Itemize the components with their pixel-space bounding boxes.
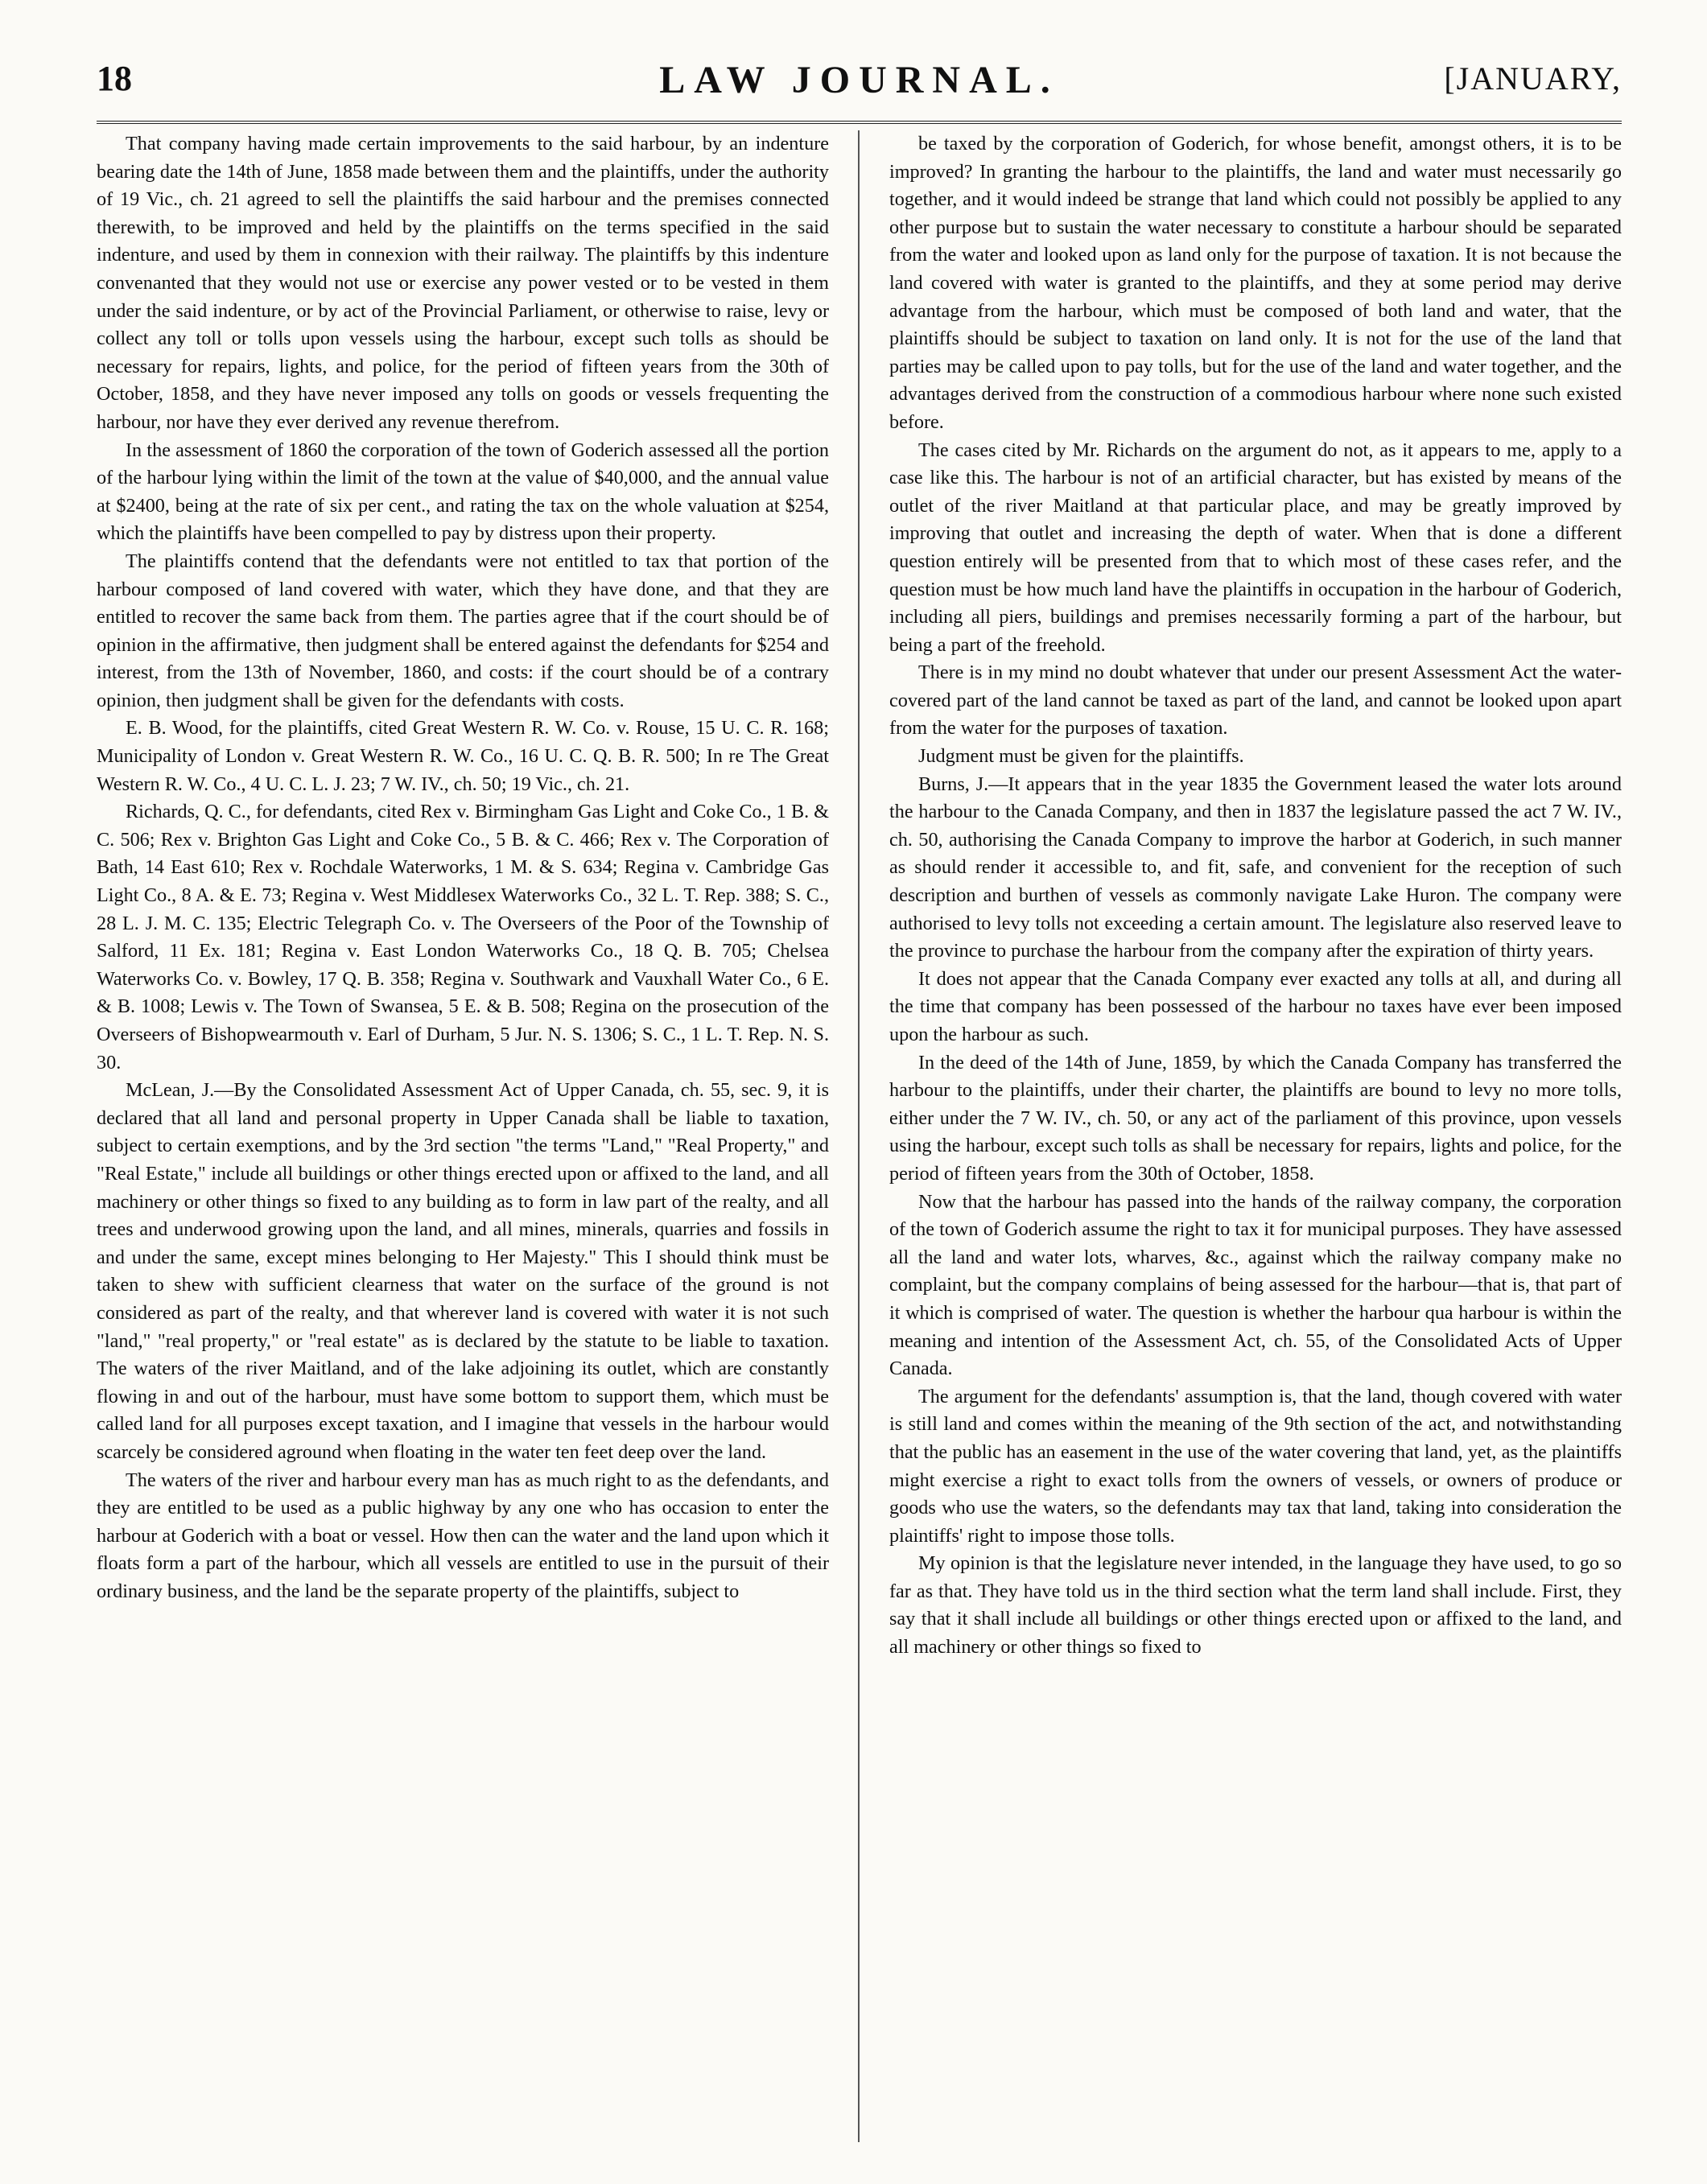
journal-title: LAW JOURNAL. bbox=[659, 59, 1059, 101]
issue-month: [JANUARY, bbox=[1444, 60, 1622, 97]
right-column bbox=[889, 130, 1622, 2150]
paragraph: There is in my mind no doubt whatever that under our present Assessment Act the water-covered part of the land cannot be taxed as part of the land, and cannot be looked upon apart from the water for the purposes of taxation. bbox=[889, 661, 1622, 740]
judgment-burns: Burns, J.—It appears that in the year 1835 the Government leased the water lots around the harbour to the Canada Company, and then in 1837 the legislature passed the act 7 W. IV., ch. 50, authorising the Canada Company to improve the harbor at Goderich, in such manner as should render it accessible to, and fit, safe, and convenient for the reception of such description and burthen of vessels as commonly navigate Lake Huron. The company were authorised to levy tolls not exceeding a certain amount. The legislature also reserved leave to the province to purchase the harbour from the company after the expiration of thirty years. bbox=[889, 773, 1622, 962]
paragraph: The waters of the river and harbour every man has as much right to as the defendants, and they are entitled to be used as a public highway by any one who has occasion to enter the harbour at Goderich with a boat or vessel. How then can the water and the land upon which it floats form a part of the harbour, which all vessels are entitled to use in the pursuit of their ordinary business, and the land be the separate property of the plaintiffs, subject to bbox=[97, 1469, 829, 1602]
page-header bbox=[97, 58, 1622, 114]
header-rule bbox=[97, 121, 1622, 124]
column-divider bbox=[858, 130, 860, 2142]
paragraph: The cases cited by Mr. Richards on the argument do not, as it appears to me, apply to a case like this. The harbour is not of an artificial character, but has existed by means of the outlet of the river Maitland at that particular place, and may be greatly improved by improving that outlet and increasing the depth of water. When that is done a different question entirely will be presented from that to which most of these cases refer, and the question must be how much land have the plaintiffs in occupation in the harbour of Goderich, including all piers, buildings and premises necessarily forming a part of the harbour, but being a part of the freehold. bbox=[889, 439, 1622, 656]
paragraph: In the assessment of 1860 the corporation of the town of Goderich assessed all the portion of the harbour lying within the limit of the town at the value of $40,000, and the annual value at $2400, being at the rate of six per cent., and rating the tax on the whole valuation at $254, which the plaintiffs have been compelled to pay by distress upon their property. bbox=[97, 439, 829, 545]
paragraph: The argument for the defendants' assumption is, that the land, though covered with water is still land and comes within the meaning of the 9th section of the act, and notwithstanding that the public has an easement in the use of the water covering that land, yet, as the plaintiffs might exercise a right to exact tolls from the owners of vessels, or owners of produce or goods who use the waters, so the defendants may tax that land, taking into consideration the plaintiffs' right to impose those tolls. bbox=[889, 1385, 1622, 1547]
counsel-citations-plaintiffs: E. B. Wood, for the plaintiffs, cited Great Western R. W. Co. v. Rouse, 15 U. C. R. 168; Municipality of London v. Great Western R. W. Co., 16 U. C. Q. B. R. 500; In re The Great Western R. W. Co., 4 U. C. L. J. 23; 7 W. IV., ch. 50; 19 Vic., ch. 21. bbox=[97, 717, 829, 795]
page-number: 18 bbox=[97, 59, 132, 98]
left-column bbox=[97, 130, 829, 2150]
paragraph: The plaintiffs contend that the defendants were not entitled to tax that portion of the harbour composed of land covered with water, which they have done, and that they are entitled to recover the same back from them. The parties agree that if the court should be of opinion in the affirmative, then judgment shall be entered against the defendants for $254 and interest, from the 13th of November, 1860, and costs: if the court should be of a contrary opinion, then judgment shall be given for the defendants with costs. bbox=[97, 550, 829, 711]
paragraph: Now that the harbour has passed into the hands of the railway company, the corporation of the town of Goderich assume the right to tax it for municipal purposes. They have assessed all the land and water lots, wharves, &c., against which the railway company make no complaint, but the company complains of being assessed for the harbour—that is, that part of it which is comprised of water. The question is whether the harbour qua harbour is within the meaning and intention of the Assessment Act, ch. 55, of the Consolidated Acts of Upper Canada. bbox=[889, 1190, 1622, 1380]
paragraph: That company having made certain improvements to the said harbour, by an indenture bearing date the 14th of June, 1858 made between them and the plaintiffs, under the authority of 19 Vic., ch. 21 agreed to sell the plaintiffs the said harbour and the premises connected therewith, to be improved and held by the plaintiffs on the terms specified in the said indenture, and used by them in connexion with their railway. The plaintiffs by this indenture convenanted that they would not use or exercise any power vested or to be vested in them under the said indenture, or by act of the Provincial Parliament, or otherwise to raise, levy or collect any toll or tolls upon vessels using the harbour, except such tolls as should be necessary for repairs, lights, and police, for the period of fifteen years from the 30th of October, 1858, and they have never imposed any tolls on goods or vessels frequenting the harbour, nor have they ever derived any revenue therefrom. bbox=[97, 133, 829, 433]
paragraph: My opinion is that the legislature never intended, in the language they have used, to go so far as that. They have told us in the third section what the term land shall include. First, they say that it shall include all buildings or other things erected upon or affixed to the land, and all machinery or other things so fixed to bbox=[889, 1552, 1622, 1659]
judgment-line: Judgment must be given for the plaintiffs. bbox=[918, 745, 1244, 768]
paragraph: be taxed by the corporation of Goderich, for whose benefit, amongst others, it is to be improved? In granting the harbour to the plaintiffs, the land and water must necessarily go together, and it would indeed be strange that land which could not possibly be applied to any other purpose but to sustain the water necessary to constitute a harbour should be separated from the water and looked upon as land only for the purpose of taxation. It is not because the land covered with water is granted to the plaintiffs, and they at some period may derive advantage from the harbour, which must be composed of both land and water, that the plaintiffs should be subject to taxation on land only. It is not for the use of the land that parties may be called upon to pay tolls, but for the use of the land and water together, and the advantages derived from the construction of a commodious harbour where none such existed before. bbox=[889, 133, 1622, 433]
paragraph: In the deed of the 14th of June, 1859, by which the Canada Company has transferred the harbour to the plaintiffs, under their charter, the plaintiffs are bound to levy no more tolls, either under the 7 W. IV., ch. 50, or any act of the parliament of this province, upon vessels using the harbour, except such tolls as shall be necessary for repairs, lights and police, for the period of fifteen years from the 30th of October, 1858. bbox=[889, 1051, 1622, 1185]
counsel-citations-defendants: Richards, Q. C., for defendants, cited Rex v. Birmingham Gas Light and Coke Co., 1 B. & C. 506; Rex v. Brighton Gas Light and Coke Co., 5 B. & C. 466; Rex v. The Corporation of Bath, 14 East 610; Rex v. Rochdale Waterworks, 1 M. & S. 634; Regina v. Cambridge Gas Light Co., 8 A. & E. 73; Regina v. West Middlesex Waterworks Co., 32 L. T. Rep. 388; S. C., 28 L. J. M. C. 135; Electric Telegraph Co. v. The Overseers of the Poor of the Township of Salford, 11 Ex. 181; Regina v. East London Waterworks Co., 18 Q. B. 705; Chelsea Waterworks Co. v. Bowley, 17 Q. B. 358; Regina v. Southwark and Vauxhall Water Co., 6 E. & B. 1008; Lewis v. The Town of Swansea, 5 E. & B. 508; Regina on the prosecution of the Overseers of Bishopwearmouth v. Earl of Durham, 5 Jur. N. S. 1306; S. C., 1 L. T. Rep. N. S. 30. bbox=[97, 801, 829, 1073]
judgment-mclean: McLean, J.—By the Consolidated Assessment Act of Upper Canada, ch. 55, sec. 9, it is declared that all land and personal property in Upper Canada shall be liable to taxation, subject to certain exemptions, and by the 3rd section "the terms "Land," "Real Property," and "Real Estate," include all buildings or other things erected upon or affixed to the land, and all machinery or other things so fixed to any building as to form in law part of the realty, and all trees and underwood growing upon the land, and all mines, minerals, quarries and fossils in and under the same, except mines belonging to Her Majesty." This I should think must be taken to shew with sufficient clearness that water on the surface of the ground is not considered as part of the realty, and that wherever land is covered with water it is not such "land," "real property," or "real estate" as is declared by the statute to be liable to taxation. The waters of the river Maitland, and of the lake adjoining its outlet, which are constantly flowing in and out of the harbour, must have some bottom to support them, which must be called land for all purposes except taxation, and I imagine that vessels in the harbour would scarcely be considered aground when floating in the water ten feet deep over the land. bbox=[97, 1079, 829, 1463]
paragraph: It does not appear that the Canada Company ever exacted any tolls at all, and during all the time that company has been possessed of the harbour no taxes have ever been imposed upon the harbour as such. bbox=[889, 967, 1622, 1045]
